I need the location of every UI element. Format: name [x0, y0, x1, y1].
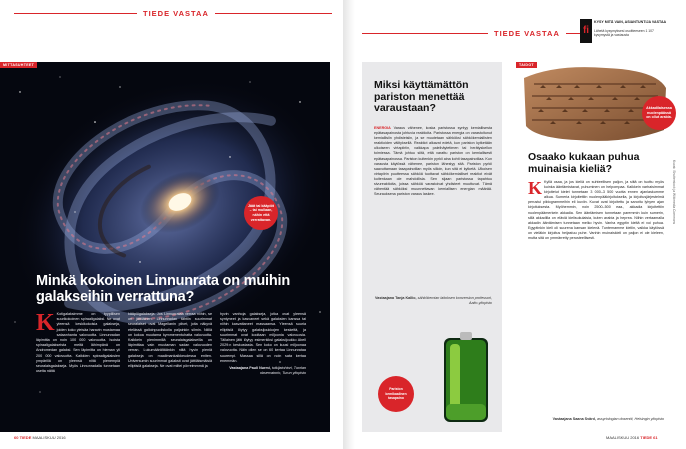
right-footer: MAALISKUU 2016 TIEDE 61: [606, 435, 658, 440]
mittasuhteet-tag: MITTASUHTEET: [0, 62, 37, 68]
languages-question-title: Osaako kukaan puhua muinaisia kieliä?: [528, 151, 640, 175]
promo-body: Lähetä kysymyksesi osoitteeseen 1 107 kysymystä ja vastausta: [594, 29, 654, 38]
languages-article-body: K Kyllä osaa, ja jos kieliä on suhteellisen paljon, ja siitä on tuottu myös kuinka ääntämistavat, puhuminen on helpompaa. Kaikkein varhaisimmat kirjoitetut kielet tunnetaan 3 000–3 500 vuotta ennen ajanlaskumme alkua. Sumeria kirjoitettiin nuolenpääkirjoituksella, ja kirjoitusjärjestelmä perustui piktogrammeihin eli kuviin. Kuvat ovat kirjoitettu ja sanottu lyhyen ajan kirjoituksesta. Myöhemmin, noin 2500–500 eaa., akkadia kirjoitettiin nuolenpäämerkein akkadia. Sen ääntämisen tunnetaan paremmin kuin sumerin, sillä akkadilla on eläviä kielisukulaisia, kuten arabia ja heprea. Niihin vertaamalla akkadin ääntämisen tunnetaan melko hyvin. Vanha egyptin kieltä ei voi puhua. Egyptinkin kieli oli suurena kansan kielenä. Tuntemamme kieliin, vaikka käytössä on vieläkin kirjoitus heijastuu puhe. Vanhin muinaiskieli on paljon ei ole kieleen, mutta sitä on ymmärretty perusteellisesti.: [528, 178, 664, 241]
left-headline: Minkä kokoinen Linnunrata on muihin galakseihin verrattuna?: [36, 273, 291, 305]
taidot-tag: TAIDOT: [516, 62, 537, 68]
photo-credit: Kuvat: Shutterstock ja Wikimedia Commons: [672, 160, 676, 225]
promo-box: [580, 19, 674, 47]
dropcap-k: K: [36, 310, 55, 336]
page-spine-shadow: [343, 0, 355, 449]
languages-signature: Vastaajana Saana Svärd, assyriologian dosentti, Helsingin yliopisto: [552, 417, 664, 421]
left-article-col-1: K Kotigalaksimme on tyypillisen suurikokoinen spiraaligalaksi. Ne ovat yleensä keskikokoisia galakseja, joiden koko yleisäa haravin mustamaa sataanhanta valovuotta. Linnunradan läpimitta on noin 100 000 valovuotta. Isoista spiraaligalakseista meitä lähimpänä on Andromedan galaksi. Sen läpimitta on hieman yli 200 000 valovuotta. Kaikkien spiraaligalaksien ympärillä on yleensä niitä pienempiä seuralaisgalakseja. Myös Linnunradalla tunnetaan useita näitä: [36, 310, 120, 374]
left-article-col-2: kääpiögalakseja. Jos Linnunrataa verraa niihin, se on jättiläinen. Linnunradan tähtiin suurimmat seuralaiset ovat Magellanin pilvet, joita näkyvä etelässä galloinpuoliskolla paljainkin silmin. Niillä on kokoa muutama kymmenentuhatta valovuotta. Kaikkein pienimmillä seuralaisgalakseilla on läpimittaa vain muutaman sadan valovuoden verran. Lukumäärältäänkin niitä hyvin pieniä galakseja on maailmankaikkeudessa eniten. Universumin suurimmat galaksit ovat jättiläismäisiä elliptisiä galakseja. Ne ovat miltei pörreimmmä ja: [128, 312, 212, 369]
battery-question-title: Miksi käyttämättön pariston menettää varaustaan?: [374, 79, 469, 114]
left-signature: Vastaajana Pauli Nurmi, tutkijatohtori, Tuorlan observatorio, Turun yliopisto: [229, 366, 306, 376]
battery-signature: Vastaajana Tanja Kallio, sähkökemian laitoksen konversion professori, Aalto-yliopisto: [375, 296, 492, 305]
tablet-callout-circle: Akkadilaisessa nuolenpäässä on ollut arabia.: [642, 96, 676, 130]
dropcap-k-right: K: [528, 178, 543, 198]
battery-article-body: ENERGIA Varaus vähenee, koska paristossa syntyy kemiallisesta epätasapainosta johtuvia reaktioita. Paristossa energia on varastoitunut kemiallisiin yhdisteisiin, ja se muutetaan sähköksi sähkökemiallisten reaktioiden välityksellä. Reaktiot alkavat edetä, kun pariston kytketään ulkoiseen virtapiiriin, vaikkapa paleihäytetimen tai herätyskellon toimiessa. Tämä johtuu siitä, että varattu pariston on kemiallisesti epätasapainossa. Pariston kuitenkin pyrkii aina kohti tasapainotilaa. Kun varausta käytössä vähenee, pariston lähestyy sitä. Pariston pyrkii saavuttamaan tasapainotilan myös silloin, kun sitä ei kytketä. Ulkoisen virtapiirin puutteessa sähköä tuottavat sähkökemialliset reaktiot eivät kuitenkaan ole mahdollisia. Sen sijaan paristossa tapahtuu sivureaktioita, joissa sähköä varastoivat yhdisteet muuttuvat. Tämä vähentää sähköksi muunnettavan kemiallisen energian määrää. Seurauksena pariston varaus laskee.: [374, 126, 493, 197]
size-callout-circle: Jäät tai kääpiöt – tai mullaan, nähin että verrattavan.: [244, 196, 278, 230]
battery-callout-circle: Pariston kemikaalinen tasapaino: [378, 376, 414, 412]
right-section-header: TIEDE VASTAA: [488, 29, 566, 38]
left-section-header: TIEDE VASTAA: [137, 9, 215, 18]
promo-title: KYSY MITÄ VAIN, ASIANTUNTIJA VASTAA: [594, 20, 667, 24]
left-article-body: [36, 312, 306, 422]
left-footer: 60 TIEDE MAALISKUU 2016: [14, 435, 66, 440]
promo-icon: fi: [580, 19, 592, 43]
left-article-col-3: hyvin vanhoja galakseja, jotka ovat yleensä syntyneet ja kasvaneet sekä galaksien kanssa tai niihin kasvattaneet massaansa. Yleensä suuria elliptisiä löytyy galaksijoukkojen keskeltä, ja suurimmat ovat kooltaan miljoonia valovuosia. Tällainen jätti löytyy esimerkiksi galaksijoukko Abell 2029:n keskustasta. Sen koko on kuusi miljoonaa valovuotta. Näin ollen se on 60 kertaa Linnunrataa suurempi. Massaa sillä on noin sata kertaa enemmän. Vastaajana Pauli Nurmi, tutkijatohtori, Tuorlan observatorio, Turun yliopisto: [220, 312, 306, 376]
